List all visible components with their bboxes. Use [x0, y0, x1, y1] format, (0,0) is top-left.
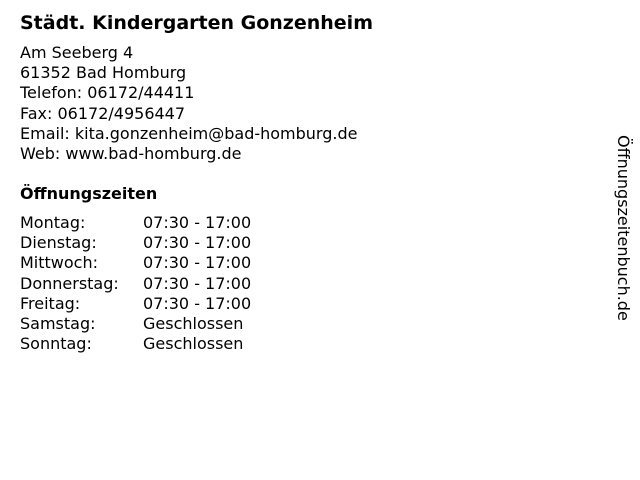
hours-time: 07:30 - 17:00 [143, 233, 252, 253]
hours-time: 07:30 - 17:00 [143, 253, 252, 273]
hours-day: Sonntag: [20, 334, 92, 354]
hours-time: 07:30 - 17:00 [143, 273, 252, 293]
hours-time: Geschlossen [143, 313, 244, 333]
email-line: Email: kita.gonzenheim@bad-homburg.de [20, 123, 358, 143]
street-line: Am Seeberg 4 [20, 43, 134, 62]
phone-line: Telefon: 06172/44411 [20, 83, 195, 103]
contact-details [20, 43, 357, 164]
brand-watermark: Öffnungszeitenbuch.de [614, 135, 633, 321]
opening-hours-heading: Öffnungszeiten [20, 184, 158, 203]
hours-time: 07:30 - 17:00 [143, 293, 252, 313]
page-title: Städt. Kindergarten Gonzenheim [20, 12, 373, 34]
hours-day: Freitag: [20, 293, 81, 313]
hours-day: Donnerstag: [20, 273, 119, 293]
hours-time: 07:30 - 17:00 [143, 213, 252, 232]
hours-time: Geschlossen [143, 334, 244, 354]
hours-day: Samstag: [20, 313, 96, 333]
hours-day: Montag: [20, 213, 86, 232]
web-line: Web: www.bad-homburg.de [20, 144, 242, 164]
hours-day: Dienstag: [20, 233, 97, 253]
fax-line: Fax: 06172/4956447 [20, 103, 186, 123]
hours-day: Mittwoch: [20, 253, 98, 273]
city-line: 61352 Bad Homburg [20, 63, 187, 83]
